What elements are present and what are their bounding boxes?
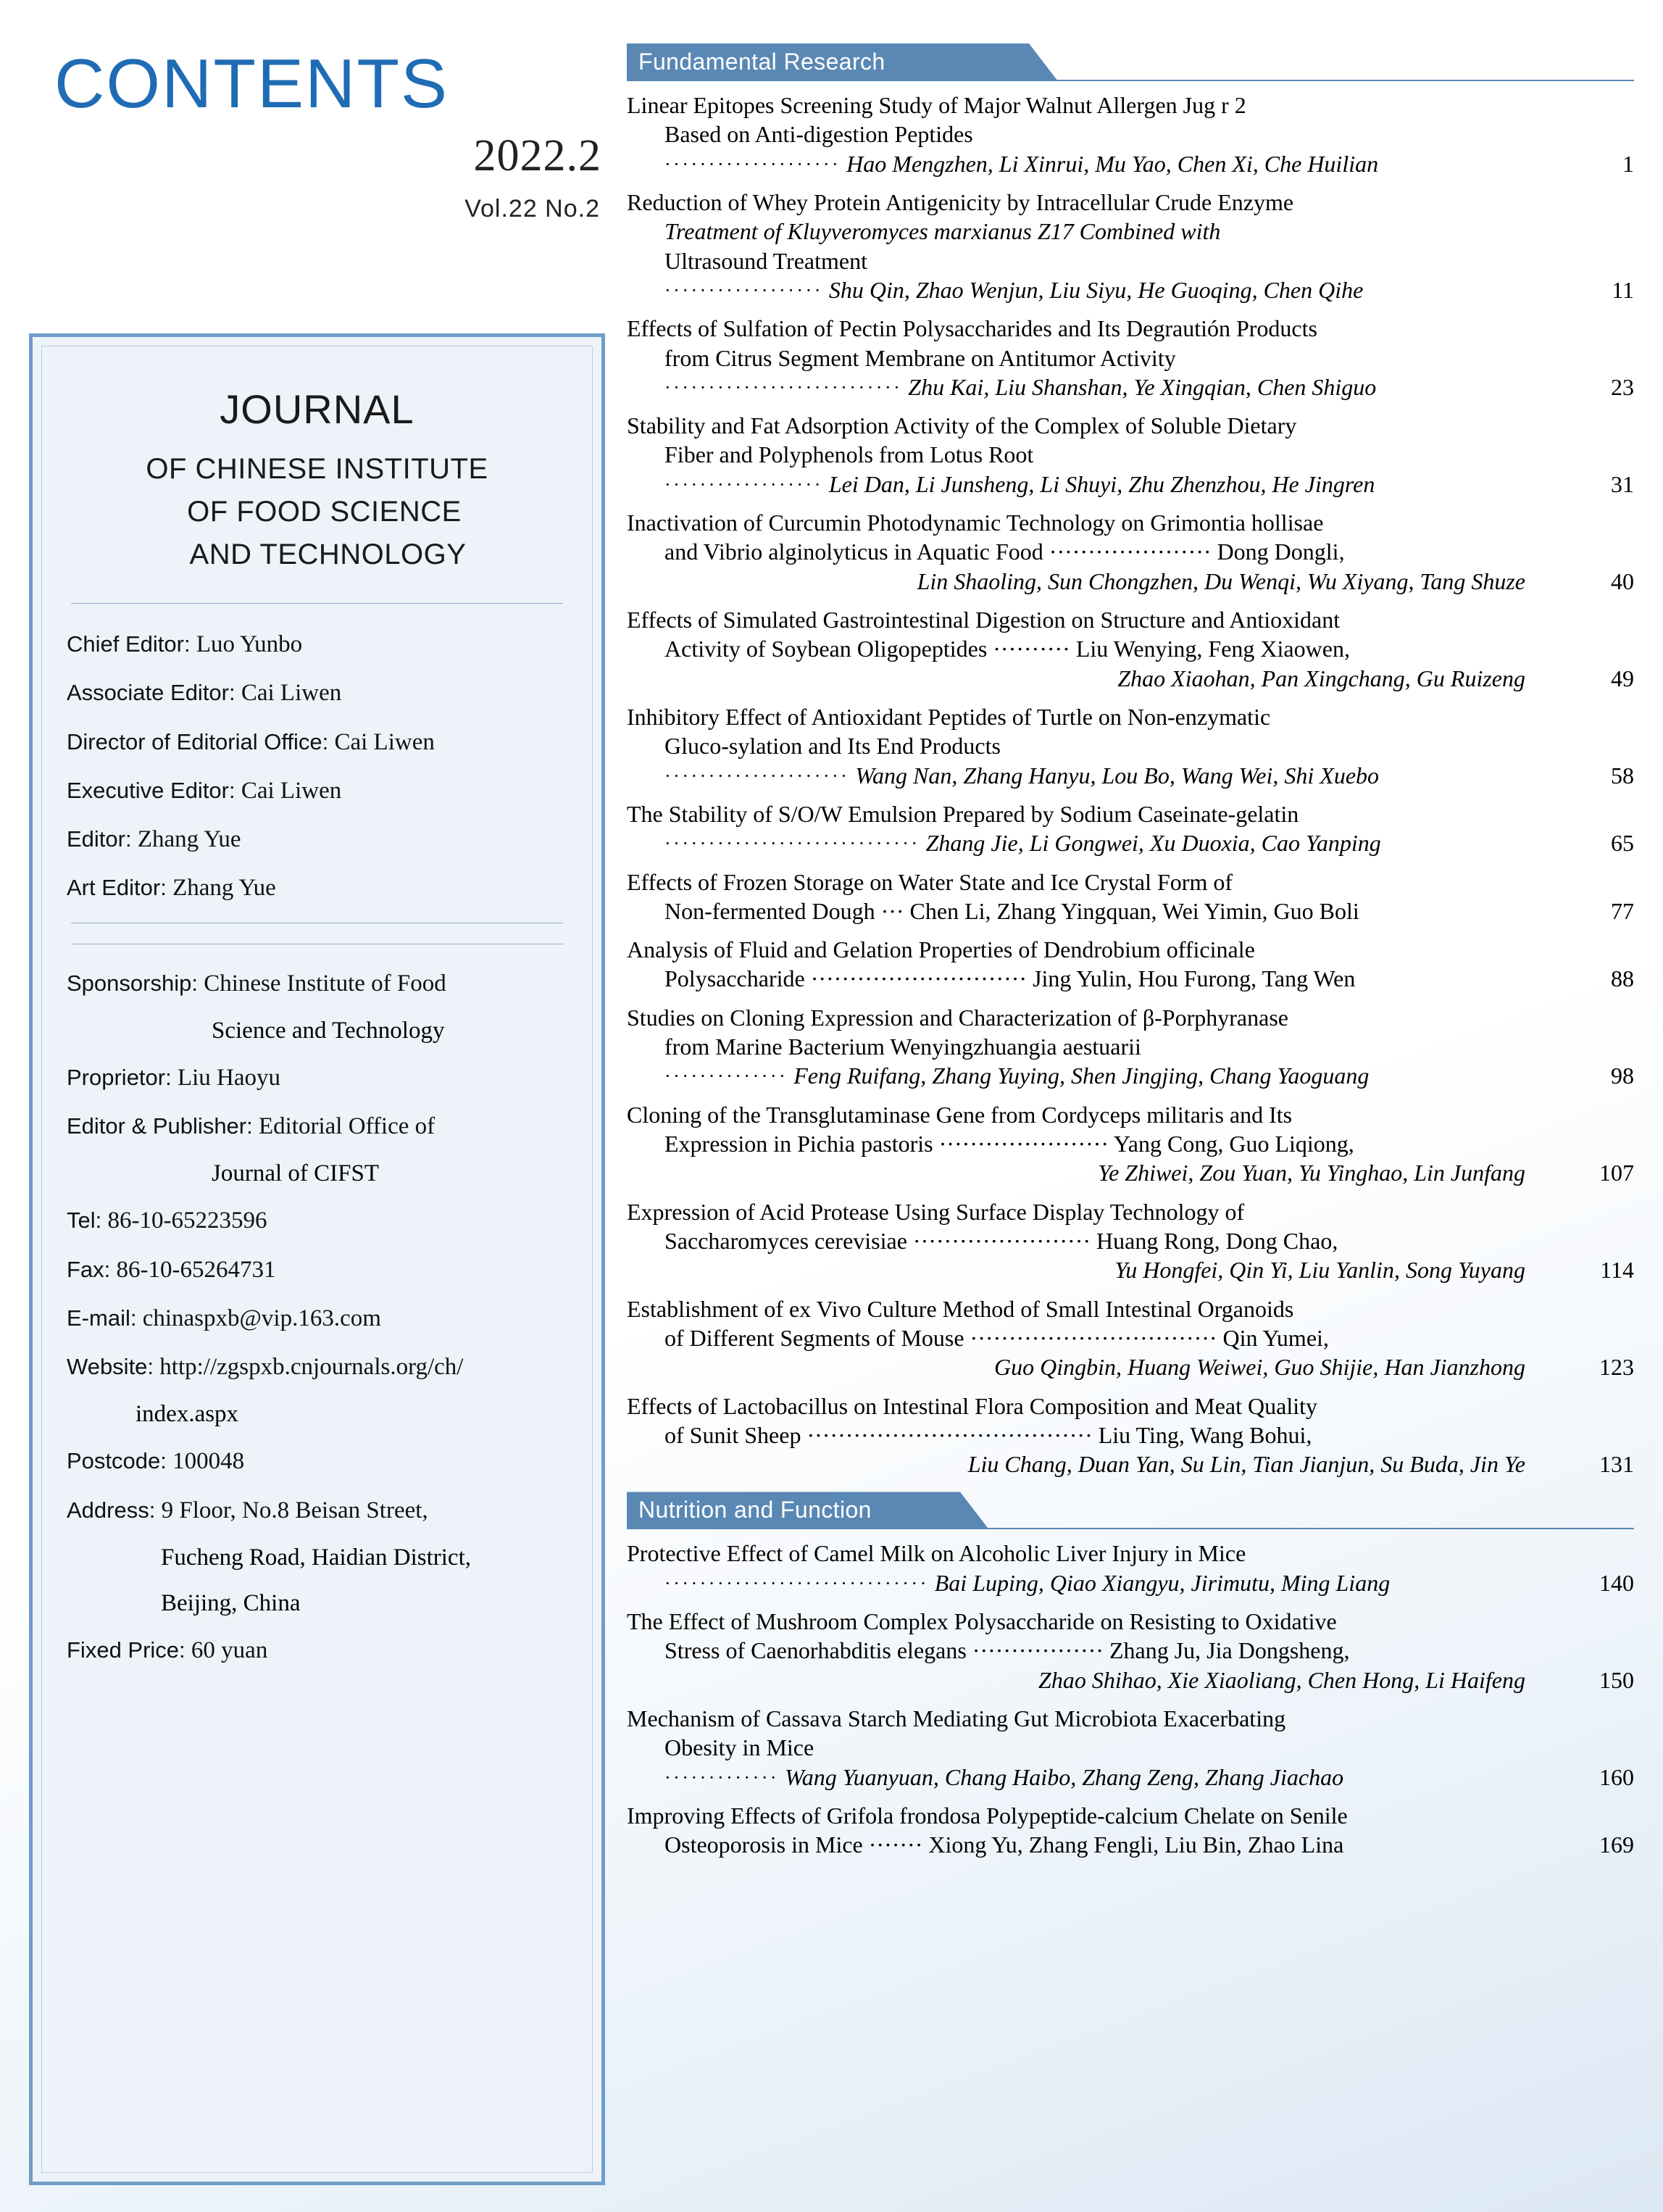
- journal-title-line-2: OF CHINESE INSTITUTE: [146, 453, 488, 485]
- toc-page-number: 169: [1599, 1831, 1634, 1858]
- imprint-value: 86-10-65223596: [107, 1207, 267, 1234]
- toc-page-number: 123: [1599, 1354, 1634, 1381]
- toc-title-line: Protective Effect of Camel Milk on Alcoholic Liver Injury in Mice: [627, 1540, 1246, 1567]
- toc-entry[interactable]: [627, 935, 1634, 994]
- imprint-row: [67, 1112, 567, 1142]
- toc-authors: Liu Chang, Duan Yan, Su Lin, Tian Jianjun, Su Buda, Jin Ye: [967, 1451, 1525, 1478]
- toc-title-line: Ultrasound Treatment: [664, 247, 867, 274]
- toc-authors: Zhao Xiaohan, Pan Xingchang, Gu Ruizeng: [1117, 665, 1525, 691]
- toc-title-line: Expression of Acid Protease Using Surface Display Technology of: [627, 1198, 1245, 1225]
- imprint-label: Proprietor:: [67, 1064, 172, 1090]
- toc-page-number: 131: [1599, 1451, 1634, 1478]
- toc-title-line: Inactivation of Curcumin Photodynamic Technology on Grimontia hollisae: [627, 510, 1324, 536]
- toc-title-line: Obesity in Mice: [664, 1734, 814, 1761]
- toc-title-line: Saccharomyces cerevisiae ······················· Huang Rong, Dong Chao,: [664, 1227, 1338, 1254]
- imprint-value: 100048: [172, 1448, 245, 1475]
- toc-entry[interactable]: [627, 702, 1634, 790]
- section-rule: [627, 1528, 1634, 1529]
- toc-entry[interactable]: [627, 1197, 1634, 1285]
- toc-title-line: and Vibrio alginolyticus in Aquatic Food ····················· Dong Dongli,: [664, 539, 1345, 565]
- staff-label: Associate Editor:: [67, 680, 236, 706]
- toc-entry[interactable]: [627, 1100, 1634, 1188]
- toc-authors: Zhao Shihao, Xie Xiaoliang, Chen Hong, Li Haifeng: [1038, 1666, 1525, 1693]
- imprint-value: Liu Haoyu: [177, 1064, 281, 1091]
- staff-label: Chief Editor:: [67, 631, 191, 657]
- leader-dots: ···························: [664, 376, 903, 398]
- toc-entry[interactable]: [627, 508, 1634, 596]
- toc-authors: Hao Mengzhen, Li Xinrui, Mu Yao, Chen Xi, Che Huilian: [846, 150, 1379, 177]
- journal-title-line-4: AND TECHNOLOGY: [189, 539, 467, 570]
- imprint-label: Fixed Price:: [67, 1637, 186, 1663]
- imprint-continuation: index.aspx: [136, 1401, 239, 1428]
- editorial-staff-list: [67, 630, 567, 904]
- toc-title-line: Cloning of the Transglutaminase Gene from Cordyceps militaris and Its: [627, 1101, 1293, 1128]
- toc-page-number: 65: [1611, 830, 1634, 857]
- toc-title-line: Polysaccharide ···························· Jing Yulin, Hou Furong, Tang Wen: [664, 965, 1356, 992]
- imprint-row: [67, 1447, 567, 1476]
- toc-title-line: Stability and Fat Adsorption Activity of the Complex of Soluble Dietary: [627, 412, 1297, 439]
- staff-row: [67, 630, 567, 660]
- imprint-row: [67, 969, 567, 999]
- staff-row: [67, 873, 567, 903]
- leader-dots: ··················: [664, 279, 823, 301]
- toc-page-number: 150: [1599, 1666, 1634, 1693]
- imprint-row: [67, 1636, 567, 1666]
- toc-entry[interactable]: [627, 1294, 1634, 1382]
- toc-entry[interactable]: [627, 1392, 1634, 1479]
- toc-page-number: 160: [1599, 1763, 1634, 1790]
- imprint-row: [67, 1255, 567, 1285]
- imprint-label: Website:: [67, 1354, 154, 1379]
- imprint-continuation: Science and Technology: [212, 1017, 445, 1044]
- toc-entry[interactable]: [627, 1539, 1634, 1597]
- toc-page-number: 107: [1599, 1160, 1634, 1186]
- toc-page-number: 23: [1611, 373, 1634, 400]
- imprint-label: Tel:: [67, 1207, 102, 1234]
- section-rule: [627, 80, 1634, 81]
- imprint-label: E-mail:: [67, 1305, 137, 1331]
- imprint-value: 86-10-65264731: [116, 1256, 276, 1283]
- toc-title-line: Treatment of Kluyveromyces marxianus Z17 Combined with: [664, 218, 1221, 245]
- toc-title-line: Mechanism of Cassava Starch Mediating Gut Microbiota Exacerbating: [627, 1705, 1286, 1731]
- staff-label: Executive Editor:: [67, 777, 236, 803]
- toc-entry[interactable]: [627, 799, 1634, 858]
- leader-dots: ··············: [664, 1065, 788, 1087]
- imprint-value: chinaspxb@vip.163.com: [142, 1305, 381, 1331]
- imprint-continuation: Journal of CIFST: [212, 1160, 379, 1187]
- toc-page-number: 140: [1599, 1569, 1634, 1596]
- imprint-row: [67, 1352, 567, 1382]
- toc-title-line: Non-fermented Dough ··· Chen Li, Zhang Yingquan, Wei Yimin, Guo Boli: [664, 897, 1359, 924]
- staff-value: Cai Liwen: [241, 777, 342, 804]
- imprint-label: Postcode:: [67, 1448, 167, 1474]
- imprint-continuation: Fucheng Road, Haidian District,: [161, 1544, 472, 1571]
- toc-title-line: from Citrus Segment Membrane on Antitumor Activity: [664, 344, 1176, 371]
- leader-dots: ····················: [664, 153, 841, 175]
- toc-title-line: Expression in Pichia pastoris ······················ Yang Cong, Guo Liqiong,: [664, 1131, 1354, 1157]
- toc-title-line: Improving Effects of Grifola frondosa Polypeptide-calcium Chelate on Senile: [627, 1802, 1348, 1829]
- staff-value: Cai Liwen: [241, 680, 342, 707]
- journal-title-line-3: OF FOOD SCIENCE: [187, 496, 462, 528]
- toc-authors: Wang Nan, Zhang Hanyu, Lou Bo, Wang Wei, Shi Xuebo: [855, 762, 1380, 789]
- toc-entry[interactable]: [627, 314, 1634, 402]
- imprint-row: [67, 1063, 567, 1093]
- toc-authors: Zhang Jie, Li Gongwei, Xu Duoxia, Cao Yanping: [925, 830, 1381, 857]
- toc-entry[interactable]: [627, 1003, 1634, 1091]
- staff-value: Luo Yunbo: [196, 631, 303, 657]
- toc-title-line: The Stability of S/O/W Emulsion Prepared by Sodium Caseinate-gelatin: [627, 800, 1299, 827]
- toc-title-line: Effects of Sulfation of Pectin Polysaccharides and Its Degrautión Products: [627, 315, 1317, 342]
- toc-title-line: Based on Anti-digestion Peptides: [664, 121, 973, 148]
- page-title: CONTENTS: [54, 45, 449, 122]
- section-header-nutrition-and-function: [627, 1492, 1634, 1529]
- toc-title-line: Fiber and Polyphenols from Lotus Root: [664, 441, 1034, 468]
- staff-value: Cai Liwen: [334, 728, 435, 755]
- imprint-row: [67, 1304, 567, 1334]
- leader-dots: ·····················: [664, 765, 850, 786]
- toc-title-line: Effects of Frozen Storage on Water State and Ice Crystal Form of: [627, 868, 1233, 895]
- toc-title-line: Linear Epitopes Screening Study of Major Walnut Allergen Jug r 2: [627, 92, 1246, 118]
- toc-page-number: 88: [1611, 965, 1634, 992]
- section-header-fundamental-research: [627, 43, 1634, 81]
- toc-entry[interactable]: [627, 91, 1634, 178]
- toc-title-line: The Effect of Mushroom Complex Polysaccharide on Resisting to Oxidative: [627, 1608, 1337, 1635]
- imprint-label: Fax:: [67, 1256, 111, 1282]
- toc-authors: Guo Qingbin, Huang Weiwei, Guo Shijie, Han Jianzhong: [994, 1354, 1525, 1381]
- divider-1: [71, 603, 563, 604]
- toc-title-line: Establishment of ex Vivo Culture Method of Small Intestinal Organoids: [627, 1295, 1294, 1322]
- toc-entry[interactable]: [627, 1704, 1634, 1792]
- imprint-value: Editorial Office of: [258, 1113, 435, 1139]
- toc-authors: Wang Yuanyuan, Chang Haibo, Zhang Zeng, Zhang Jiachao: [785, 1763, 1344, 1790]
- toc-entry[interactable]: [627, 188, 1634, 304]
- toc-page-number: 11: [1612, 276, 1634, 303]
- imprint-row: [67, 1206, 567, 1236]
- toc-title-line: Reduction of Whey Protein Antigenicity by Intracellular Crude Enzyme: [627, 188, 1294, 215]
- cover-left-column: [29, 29, 609, 2185]
- issue-year: 2022.2: [473, 131, 601, 180]
- section-title: Fundamental Research: [638, 49, 885, 75]
- toc-title-line: of Sunit Sheep ····································· Liu Ting, Wang Bohui,: [664, 1421, 1312, 1448]
- toc-page-number: 114: [1600, 1257, 1634, 1284]
- staff-value: Zhang Yue: [137, 826, 241, 852]
- imprint-value[interactable]: http://zgspxb.cnjournals.org/ch/: [159, 1354, 464, 1380]
- journal-info-box: [29, 333, 605, 2185]
- toc-title-line: Effects of Simulated Gastrointestinal Digestion on Structure and Antioxidant: [627, 607, 1341, 633]
- toc-authors: Shu Qin, Zhao Wenjun, Liu Siyu, He Guoqing, Chen Qihe: [828, 276, 1364, 303]
- toc-page-number: 58: [1611, 762, 1634, 789]
- staff-value: Zhang Yue: [172, 875, 276, 902]
- imprint-value: 9 Floor, No.8 Beisan Street,: [161, 1497, 428, 1523]
- issue-volume: Vol.22 No.2: [464, 195, 600, 223]
- toc-title-line: Activity of Soybean Oligopeptides ·········· Liu Wenying, Feng Xiaowen,: [664, 636, 1350, 662]
- toc-column: [627, 43, 1634, 1860]
- toc-authors: Feng Ruifang, Zhang Yuying, Shen Jingjing, Chang Yaoguang: [793, 1063, 1370, 1089]
- toc-entry[interactable]: [627, 411, 1634, 499]
- section-title: Nutrition and Function: [638, 1497, 872, 1523]
- toc-title-line: Effects of Lactobacillus on Intestinal Flora Composition and Meat Quality: [627, 1392, 1317, 1419]
- journal-title: [67, 386, 567, 571]
- toc-title-line: from Marine Bacterium Wenyingzhuangia aestuarii: [664, 1034, 1141, 1060]
- toc-page-number: 1: [1622, 150, 1634, 177]
- staff-row: [67, 825, 567, 855]
- imprint-row: [67, 1496, 567, 1526]
- imprint-label: Address:: [67, 1497, 156, 1523]
- toc-authors: Yu Hongfei, Qin Yi, Liu Yanlin, Song Yuyang: [1114, 1257, 1525, 1284]
- toc-page-number: 31: [1611, 470, 1634, 497]
- staff-row: [67, 728, 567, 757]
- staff-label: Art Editor:: [67, 875, 167, 901]
- imprint-continuation: Beijing, China: [161, 1589, 301, 1616]
- toc-title-line: Stress of Caenorhabditis elegans ················· Zhang Ju, Jia Dongsheng,: [664, 1637, 1350, 1664]
- toc-authors: Lin Shaoling, Sun Chongzhen, Du Wenqi, Wu Xiyang, Tang Shuze: [917, 567, 1525, 594]
- toc-title-line: Osteoporosis in Mice ······· Xiong Yu, Zhang Fengli, Liu Bin, Zhao Lina: [664, 1831, 1344, 1858]
- toc-authors: Ye Zhiwei, Zou Yuan, Yu Yinghao, Lin Junfang: [1098, 1160, 1525, 1186]
- toc-authors: Bai Luping, Qiao Xiangyu, Jirimutu, Ming Liang: [934, 1569, 1391, 1596]
- toc-title-line: Studies on Cloning Expression and Characterization of β-Porphyranase: [627, 1004, 1288, 1031]
- toc-page-number: 98: [1611, 1063, 1634, 1089]
- leader-dots: ······························: [664, 1572, 929, 1594]
- toc-entry[interactable]: [627, 868, 1634, 926]
- toc-entry[interactable]: [627, 605, 1634, 693]
- imprint-value: 60 yuan: [191, 1637, 268, 1663]
- toc-page-number: 49: [1611, 665, 1634, 691]
- journal-title-line-1: JOURNAL: [220, 386, 414, 432]
- toc-title-line: Analysis of Fluid and Gelation Properties of Dendrobium officinale: [627, 936, 1255, 963]
- leader-dots: ·············: [664, 1766, 780, 1788]
- imprint-value: Chinese Institute of Food: [204, 970, 446, 997]
- toc-authors: Zhu Kai, Liu Shanshan, Ye Xingqian, Chen Shiguo: [908, 373, 1377, 400]
- staff-row: [67, 776, 567, 806]
- staff-row: [67, 678, 567, 708]
- toc-entry[interactable]: [627, 1801, 1634, 1860]
- toc-entry[interactable]: [627, 1607, 1634, 1695]
- toc-title-line: Inhibitory Effect of Antioxidant Peptides of Turtle on Non-enzymatic: [627, 703, 1271, 730]
- toc-page-number: 77: [1611, 897, 1634, 924]
- leader-dots: ··················: [664, 473, 823, 495]
- imprint-list: [67, 969, 567, 1666]
- staff-label: Director of Editorial Office:: [67, 728, 329, 754]
- toc-title-line: of Different Segments of Mouse ································ Qin Yumei,: [664, 1324, 1329, 1351]
- toc-page-number: 40: [1611, 567, 1634, 594]
- toc-authors: Lei Dan, Li Junsheng, Li Shuyi, Zhu Zhenzhou, He Jingren: [828, 470, 1375, 497]
- toc-title-line: Gluco-sylation and Its End Products: [664, 733, 1001, 760]
- leader-dots: ·····························: [664, 833, 920, 855]
- imprint-label: Editor & Publisher:: [67, 1113, 253, 1139]
- staff-label: Editor:: [67, 826, 132, 852]
- imprint-label: Sponsorship:: [67, 970, 198, 996]
